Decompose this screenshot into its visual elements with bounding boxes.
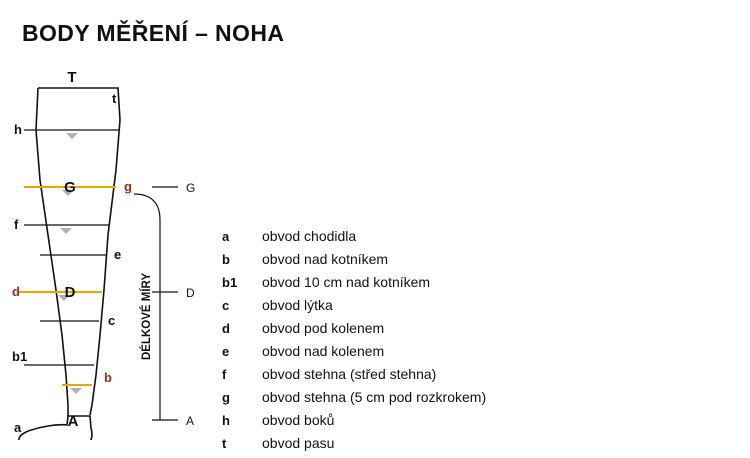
measure-label-g: g	[124, 179, 132, 194]
legend-item	[222, 320, 732, 343]
legend-item	[222, 274, 732, 297]
legend-description: obvod boků	[262, 412, 335, 428]
legend-item	[222, 366, 732, 389]
arrow-b-icon	[70, 388, 82, 394]
legend-item	[222, 389, 732, 412]
legend-description: obvod stehna (střed stehna)	[262, 366, 437, 382]
leg-label-D: D	[64, 284, 76, 301]
legend-key: b1	[222, 275, 238, 290]
leg-label-T: T	[67, 69, 77, 86]
measure-label-a: a	[14, 420, 22, 435]
measure-label-h: h	[14, 122, 22, 137]
length-measures-label: DÉLKOVÉ MÍRY	[141, 272, 153, 360]
measure-label-e: e	[114, 247, 122, 262]
legend-item	[222, 412, 732, 435]
legend-item	[222, 297, 732, 320]
measure-label-b: b	[104, 370, 112, 385]
measure-label-d: d	[12, 284, 20, 299]
legend-item	[222, 435, 732, 458]
legend-key: d	[222, 321, 230, 336]
legend-item	[222, 228, 732, 251]
legend-description: obvod pasu	[262, 435, 335, 451]
foot-outline	[19, 416, 92, 440]
legend	[222, 228, 732, 458]
measure-label-b1: b1	[12, 349, 28, 364]
legend-description: obvod chodidla	[262, 228, 357, 244]
axis-label-A: A	[186, 414, 195, 428]
legend-description: obvod lýtka	[262, 297, 333, 313]
legend-key: g	[222, 390, 230, 405]
legend-item	[222, 343, 732, 366]
legend-item	[222, 251, 732, 274]
legend-key: e	[222, 344, 230, 359]
legend-key: t	[222, 436, 227, 451]
legend-description: obvod 10 cm nad kotníkem	[262, 274, 431, 290]
legend-key: b	[222, 252, 230, 267]
leg-label-G: G	[64, 179, 76, 196]
legend-key: h	[222, 413, 230, 428]
leg-label-A: A	[67, 413, 79, 430]
legend-description: obvod nad kotníkem	[262, 251, 389, 267]
legend-description: obvod nad kolenem	[262, 343, 385, 359]
axis-label-G: G	[186, 181, 196, 195]
arrow-f-icon	[60, 228, 72, 234]
legend-key: c	[222, 298, 230, 313]
page-title: BODY MĚŘENÍ – NOHA	[22, 20, 285, 46]
measure-label-c: c	[108, 313, 116, 328]
leg-outline-left	[36, 88, 68, 416]
arrow-h-icon	[66, 133, 78, 139]
axis-label-D: D	[186, 286, 195, 300]
measure-label-t: t	[112, 91, 117, 106]
legend-description: obvod stehna (5 cm pod rozkrokem)	[262, 389, 487, 405]
legend-key: a	[222, 229, 230, 244]
legend-description: obvod pod kolenem	[262, 320, 385, 336]
legend-key: f	[222, 367, 227, 382]
measure-label-f: f	[14, 217, 19, 232]
